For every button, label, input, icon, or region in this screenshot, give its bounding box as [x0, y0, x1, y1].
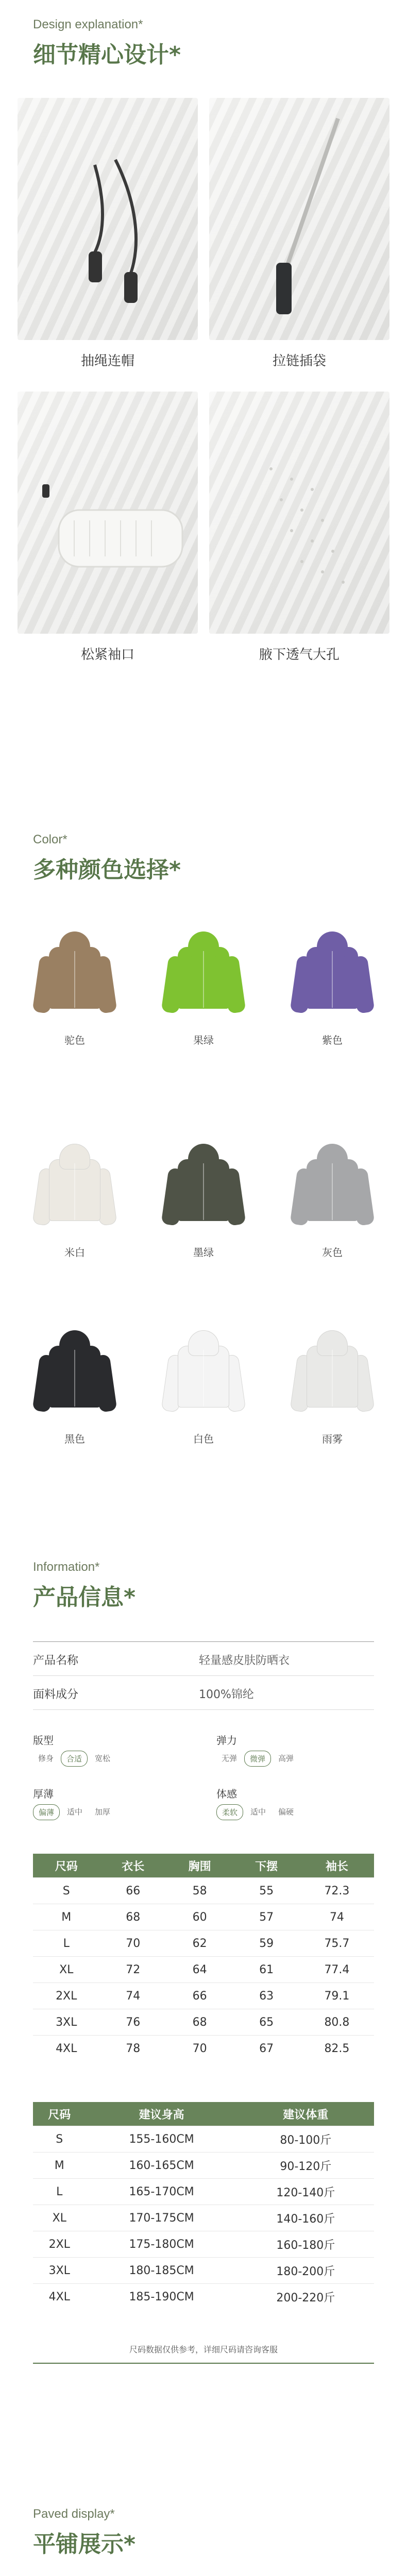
fit-table-cell: L [33, 2179, 86, 2205]
fit-table-row [33, 2284, 374, 2310]
scale-stretch-option: 高弹 [278, 1754, 294, 1763]
jacket-zip [203, 1350, 204, 1406]
size-table-cell: 4XL [33, 2036, 99, 2062]
fit-table-cell: 155-160CM [86, 2126, 238, 2153]
size-table-header [33, 1854, 374, 1878]
info-divider-top [33, 1641, 374, 1642]
size-table-cell: S [33, 1878, 99, 1904]
size-table-header-cell: 下摆 [233, 1854, 299, 1878]
size-table-cell: 72.3 [300, 1878, 374, 1904]
color-swatch[interactable] [289, 1139, 376, 1236]
scale-stretch [216, 1751, 299, 1767]
fit-table-cell: 200-220斤 [238, 2284, 374, 2310]
size-table-cell: 63 [233, 1983, 299, 2009]
fit-table [33, 2102, 374, 2310]
jacket-zip [332, 1163, 333, 1220]
scale-fit-option: 修身 [38, 1754, 54, 1763]
scale-label-fit: 版型 [33, 1734, 54, 1747]
scale-label-stretch: 弹力 [216, 1734, 237, 1747]
detail-photo-cuff [18, 392, 198, 634]
size-table-header-cell: 尺码 [33, 1854, 99, 1878]
scale-fit [33, 1751, 115, 1767]
color-label: 白色 [193, 1433, 214, 1445]
size-table-cell: 76 [99, 2009, 166, 2036]
scale-label-feel: 体感 [216, 1788, 237, 1800]
size-table-cell: 61 [233, 1957, 299, 1983]
fit-table-cell: 140-160斤 [238, 2205, 374, 2231]
detail-caption-2: 拉链插袋 [272, 353, 326, 369]
fit-table-cell: S [33, 2126, 86, 2153]
color-swatch[interactable] [31, 926, 118, 1024]
info-label-name: 产品名称 [33, 1654, 79, 1667]
size-table-row [33, 1983, 374, 2009]
info-value-name: 轻量感皮肤防晒衣 [199, 1654, 290, 1667]
color-swatch[interactable] [289, 1325, 376, 1423]
fit-table-cell: 165-170CM [86, 2179, 238, 2205]
color-label: 果绿 [193, 1034, 214, 1046]
color-swatch[interactable] [31, 1325, 118, 1423]
size-table-cell: 70 [99, 1930, 166, 1957]
fit-table-cell: 3XL [33, 2258, 86, 2284]
color-label: 米白 [64, 1246, 85, 1259]
fit-table-header-cell: 建议身高 [86, 2102, 238, 2126]
scale-feel-option: 偏硬 [278, 1807, 294, 1817]
info-divider [33, 1675, 374, 1676]
fit-table-header [33, 2102, 374, 2126]
scale-feel-option: 适中 [250, 1807, 266, 1817]
table-bottom-rule [33, 2363, 374, 2364]
color-label: 雨雾 [322, 1433, 343, 1445]
size-table-cell: 66 [99, 1878, 166, 1904]
size-table-header-cell: 衣长 [99, 1854, 166, 1878]
fit-table-header-cell: 建议体重 [238, 2102, 374, 2126]
color-swatch[interactable] [289, 926, 376, 1024]
fit-table-cell: 180-200斤 [238, 2258, 374, 2284]
size-table-cell: 70 [166, 2036, 233, 2062]
jacket-zip [332, 951, 333, 1008]
fit-table-cell: M [33, 2153, 86, 2179]
info-title-en: Information* [33, 1560, 100, 1574]
size-footnote: 尺码数据仅供参考，详细尺码请咨询客服 [129, 2345, 278, 2354]
scale-stretch-option-selected: 微弹 [244, 1751, 271, 1767]
size-table-row [33, 1930, 374, 1957]
info-value-fabric: 100%锦纶 [199, 1688, 254, 1701]
size-table-cell: XL [33, 1957, 99, 1983]
size-table-row [33, 2009, 374, 2036]
size-table-cell: 67 [233, 2036, 299, 2062]
color-title-zh: 多种颜色选择* [33, 857, 181, 883]
scale-thickness [33, 1804, 115, 1820]
size-table-cell: 58 [166, 1878, 233, 1904]
size-table-cell: M [33, 1904, 99, 1930]
detail-caption-3: 松紧袖口 [80, 647, 134, 663]
color-label: 墨绿 [193, 1246, 214, 1259]
info-divider [33, 1709, 374, 1710]
fit-table-cell: 170-175CM [86, 2205, 238, 2231]
scale-feel-option-selected: 柔软 [216, 1804, 243, 1820]
size-table-cell: 74 [99, 1983, 166, 2009]
color-label: 紫色 [322, 1034, 343, 1046]
fit-table-cell: 160-180斤 [238, 2231, 374, 2258]
fit-table-cell: XL [33, 2205, 86, 2231]
detail-photo-hood [18, 98, 198, 340]
color-title-en: Color* [33, 833, 67, 846]
scale-stretch-option: 无弹 [222, 1754, 238, 1763]
paved-title-en: Paved display* [33, 2507, 115, 2521]
scale-thickness-option: 加厚 [95, 1807, 111, 1817]
size-table-cell: 59 [233, 1930, 299, 1957]
fit-table-cell: 160-165CM [86, 2153, 238, 2179]
size-table-header-cell: 胸围 [166, 1854, 233, 1878]
size-table-cell: 78 [99, 2036, 166, 2062]
detail-photo-pocket [209, 98, 389, 340]
color-swatch[interactable] [160, 1139, 247, 1236]
color-swatch[interactable] [160, 926, 247, 1024]
vent-holes-icon [209, 392, 389, 634]
fit-table-cell: 2XL [33, 2231, 86, 2258]
scale-fit-option: 宽松 [95, 1754, 111, 1763]
fit-table-row [33, 2258, 374, 2284]
size-table-header-cell: 袖长 [300, 1854, 374, 1878]
color-swatch[interactable] [31, 1139, 118, 1236]
jacket-zip [74, 1350, 75, 1406]
scale-fit-option-selected: 合适 [61, 1751, 88, 1767]
jacket-zip [203, 951, 204, 1008]
size-table-cell: 64 [166, 1957, 233, 1983]
details-title-zh: 细节精心设计* [33, 42, 181, 68]
fit-table-cell: 80-100斤 [238, 2126, 374, 2153]
fit-table-row [33, 2126, 374, 2153]
size-table-cell: 3XL [33, 2009, 99, 2036]
fit-table-row [33, 2205, 374, 2231]
fit-table-cell: 120-140斤 [238, 2179, 374, 2205]
fit-table-header-cell: 尺码 [33, 2102, 86, 2126]
size-table-row [33, 1878, 374, 1904]
fit-table-cell: 4XL [33, 2284, 86, 2310]
size-table-cell: 75.7 [300, 1930, 374, 1957]
size-table-cell: 62 [166, 1930, 233, 1957]
cuff-icon [18, 392, 198, 634]
scale-thickness-option-selected: 偏薄 [33, 1804, 60, 1820]
detail-caption-1: 抽绳连帽 [80, 353, 134, 369]
size-table-cell: 66 [166, 1983, 233, 2009]
jacket-zip [332, 1350, 333, 1406]
size-table-cell: 55 [233, 1878, 299, 1904]
fit-table-row [33, 2231, 374, 2258]
size-table-cell: 68 [99, 1904, 166, 1930]
size-table-row [33, 1957, 374, 1983]
size-table-cell: 77.4 [300, 1957, 374, 1983]
fit-table-cell: 185-190CM [86, 2284, 238, 2310]
size-table-row [33, 1904, 374, 1930]
size-table-cell: 74 [300, 1904, 374, 1930]
info-title-zh: 产品信息* [33, 1584, 136, 1611]
detail-caption-4: 腋下透气大孔 [259, 647, 340, 663]
size-table-row [33, 2036, 374, 2062]
jacket-zip [74, 1163, 75, 1220]
info-label-fabric: 面料成分 [33, 1688, 79, 1701]
fit-table-cell: 175-180CM [86, 2231, 238, 2258]
color-label: 黑色 [64, 1433, 85, 1445]
scale-feel [216, 1804, 299, 1820]
color-swatch[interactable] [160, 1325, 247, 1423]
size-table-cell: 82.5 [300, 2036, 374, 2062]
color-label: 驼色 [64, 1034, 85, 1046]
details-title-en: Design explanation* [33, 18, 143, 31]
drawstring-icon [18, 98, 198, 340]
jacket-zip [203, 1163, 204, 1220]
fit-table-cell: 90-120斤 [238, 2153, 374, 2179]
size-table-cell: L [33, 1930, 99, 1957]
size-table-cell: 60 [166, 1904, 233, 1930]
fit-table-row [33, 2153, 374, 2179]
scale-thickness-option: 适中 [67, 1807, 83, 1817]
size-table-cell: 65 [233, 2009, 299, 2036]
size-table-cell: 68 [166, 2009, 233, 2036]
fit-table-cell: 180-185CM [86, 2258, 238, 2284]
scale-label-thickness: 厚薄 [33, 1788, 54, 1800]
fit-table-row [33, 2179, 374, 2205]
size-table-cell: 80.8 [300, 2009, 374, 2036]
zipper-pull-icon [209, 98, 389, 340]
size-table-cell: 57 [233, 1904, 299, 1930]
size-table [33, 1854, 374, 2061]
color-label: 灰色 [322, 1246, 343, 1259]
detail-photo-vents [209, 392, 389, 634]
size-table-cell: 79.1 [300, 1983, 374, 2009]
paved-title-zh: 平铺展示* [33, 2531, 136, 2557]
jacket-zip [74, 951, 75, 1008]
size-table-cell: 72 [99, 1957, 166, 1983]
size-table-cell: 2XL [33, 1983, 99, 2009]
